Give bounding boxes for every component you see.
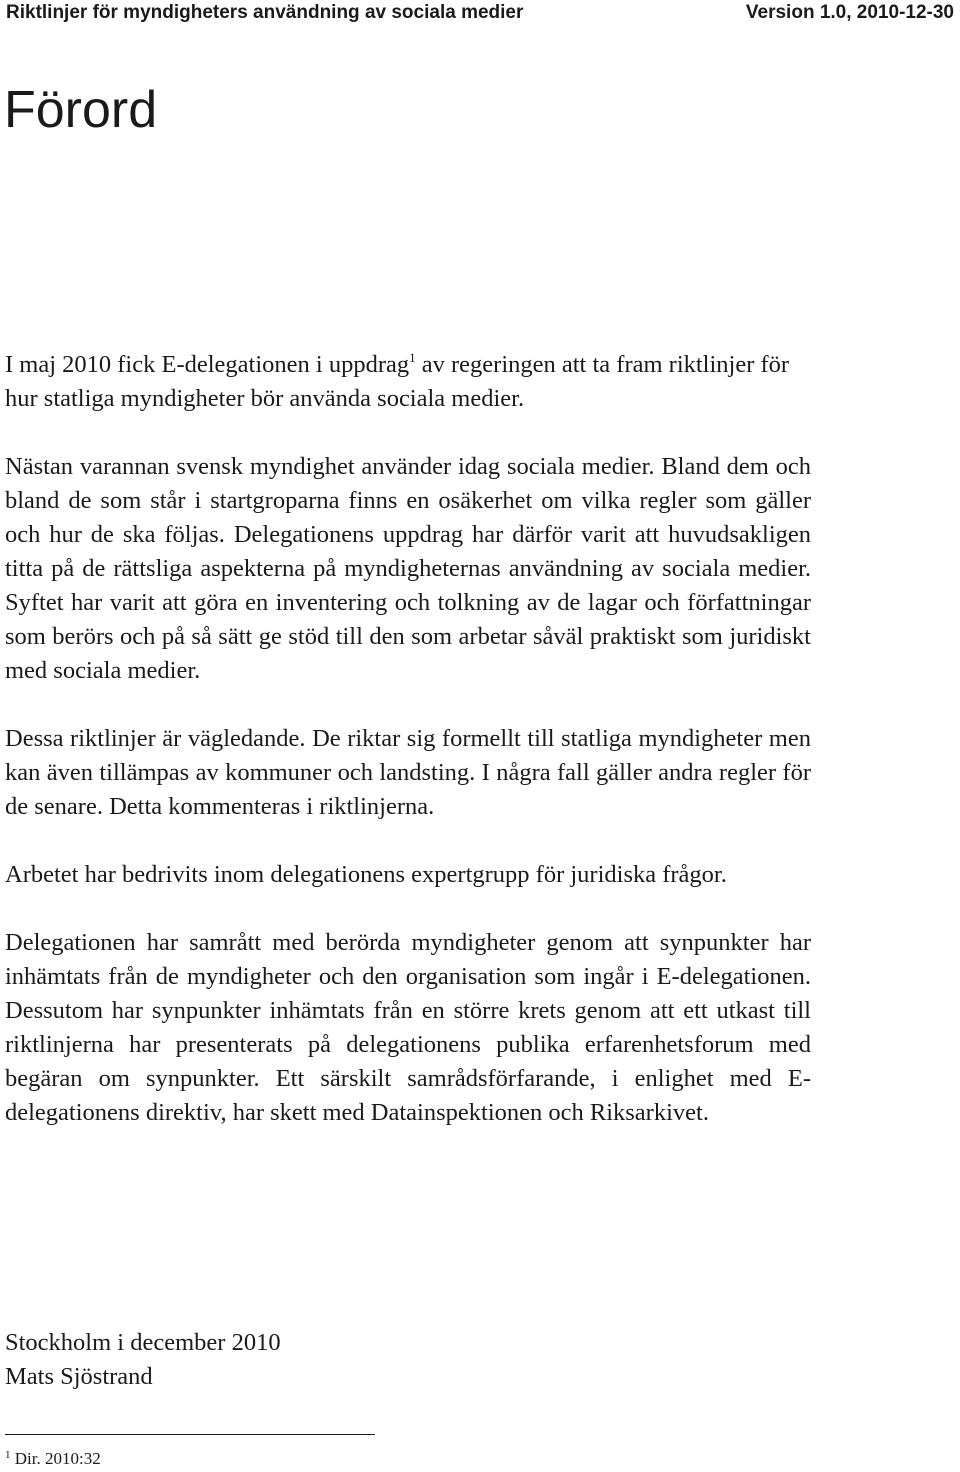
paragraph-5: Delegationen har samrått med berörda myndigheter genom att synpunkter har inhämtats från de myndigheter och den organisation som ingår i E-delegationen. Dessutom har synpunkter inhämtats från en större krets genom att ett utkast till riktlinjerna har presenterats på delegationens publika erfarenhetsforum med begäran om synpunkter. Ett särskilt samrådsförfarande, i enlighet med E-delegationens direktiv, har skett med Datainspektionen och Riksarkivet. (5, 929, 811, 1126)
footnote-text: Dir. 2010:32 (14, 1449, 101, 1468)
footnote-number: 1 (5, 1449, 11, 1461)
version-date: Version 1.0, 2010-12-30 (745, 2, 954, 23)
page-header (6, 0, 954, 26)
paragraph-1 (5, 348, 811, 416)
body-text (5, 348, 811, 1130)
paragraph-4: Arbetet har bedrivits inom delegationens expertgrupp för juridiska frågor. (5, 861, 727, 888)
paragraph-3: Dessa riktlinjer är vägledande. De riktar sig formellt till statliga myndigheter men kan även tillämpas av kommuner och landsting. I några fall gäller andra regler för de senare. Detta kommenteras i riktlinjerna. (5, 725, 811, 820)
signature-name: Mats Sjöstrand (5, 1363, 153, 1390)
document-title-header: Riktlinjer för myndigheters användning av sociala medier (6, 2, 524, 23)
page-title: Förord (4, 81, 158, 139)
footnote-divider (5, 1434, 375, 1435)
footnote (5, 1448, 101, 1470)
paragraph-2: Nästan varannan svensk myndighet använder idag sociala medier. Bland dem och bland de som står i startgroparna finns en osäkerhet om vilka regler som gäller och hur de ska följas. Delegationens uppdrag har därför varit att huvudsakligen titta på de rättsliga aspekterna på myndigheternas användning av sociala medier. Syftet har varit att göra en inventering och tolkning av de lagar och författningar som berörs och på så sätt ge stöd till den som arbetar såväl praktiskt som juridiskt med sociala medier. (5, 453, 811, 684)
footnote-reference[interactable]: 1 (409, 350, 416, 365)
paragraph-1-start: I maj 2010 fick E-delegationen i uppdrag (5, 351, 410, 378)
signature-block (5, 1326, 281, 1394)
signature-place-date: Stockholm i december 2010 (5, 1329, 281, 1356)
paragraph-1-end: av regeringen att ta fram riktlinjer för hur statliga myndigheter bör använda sociala medier. (5, 351, 790, 412)
